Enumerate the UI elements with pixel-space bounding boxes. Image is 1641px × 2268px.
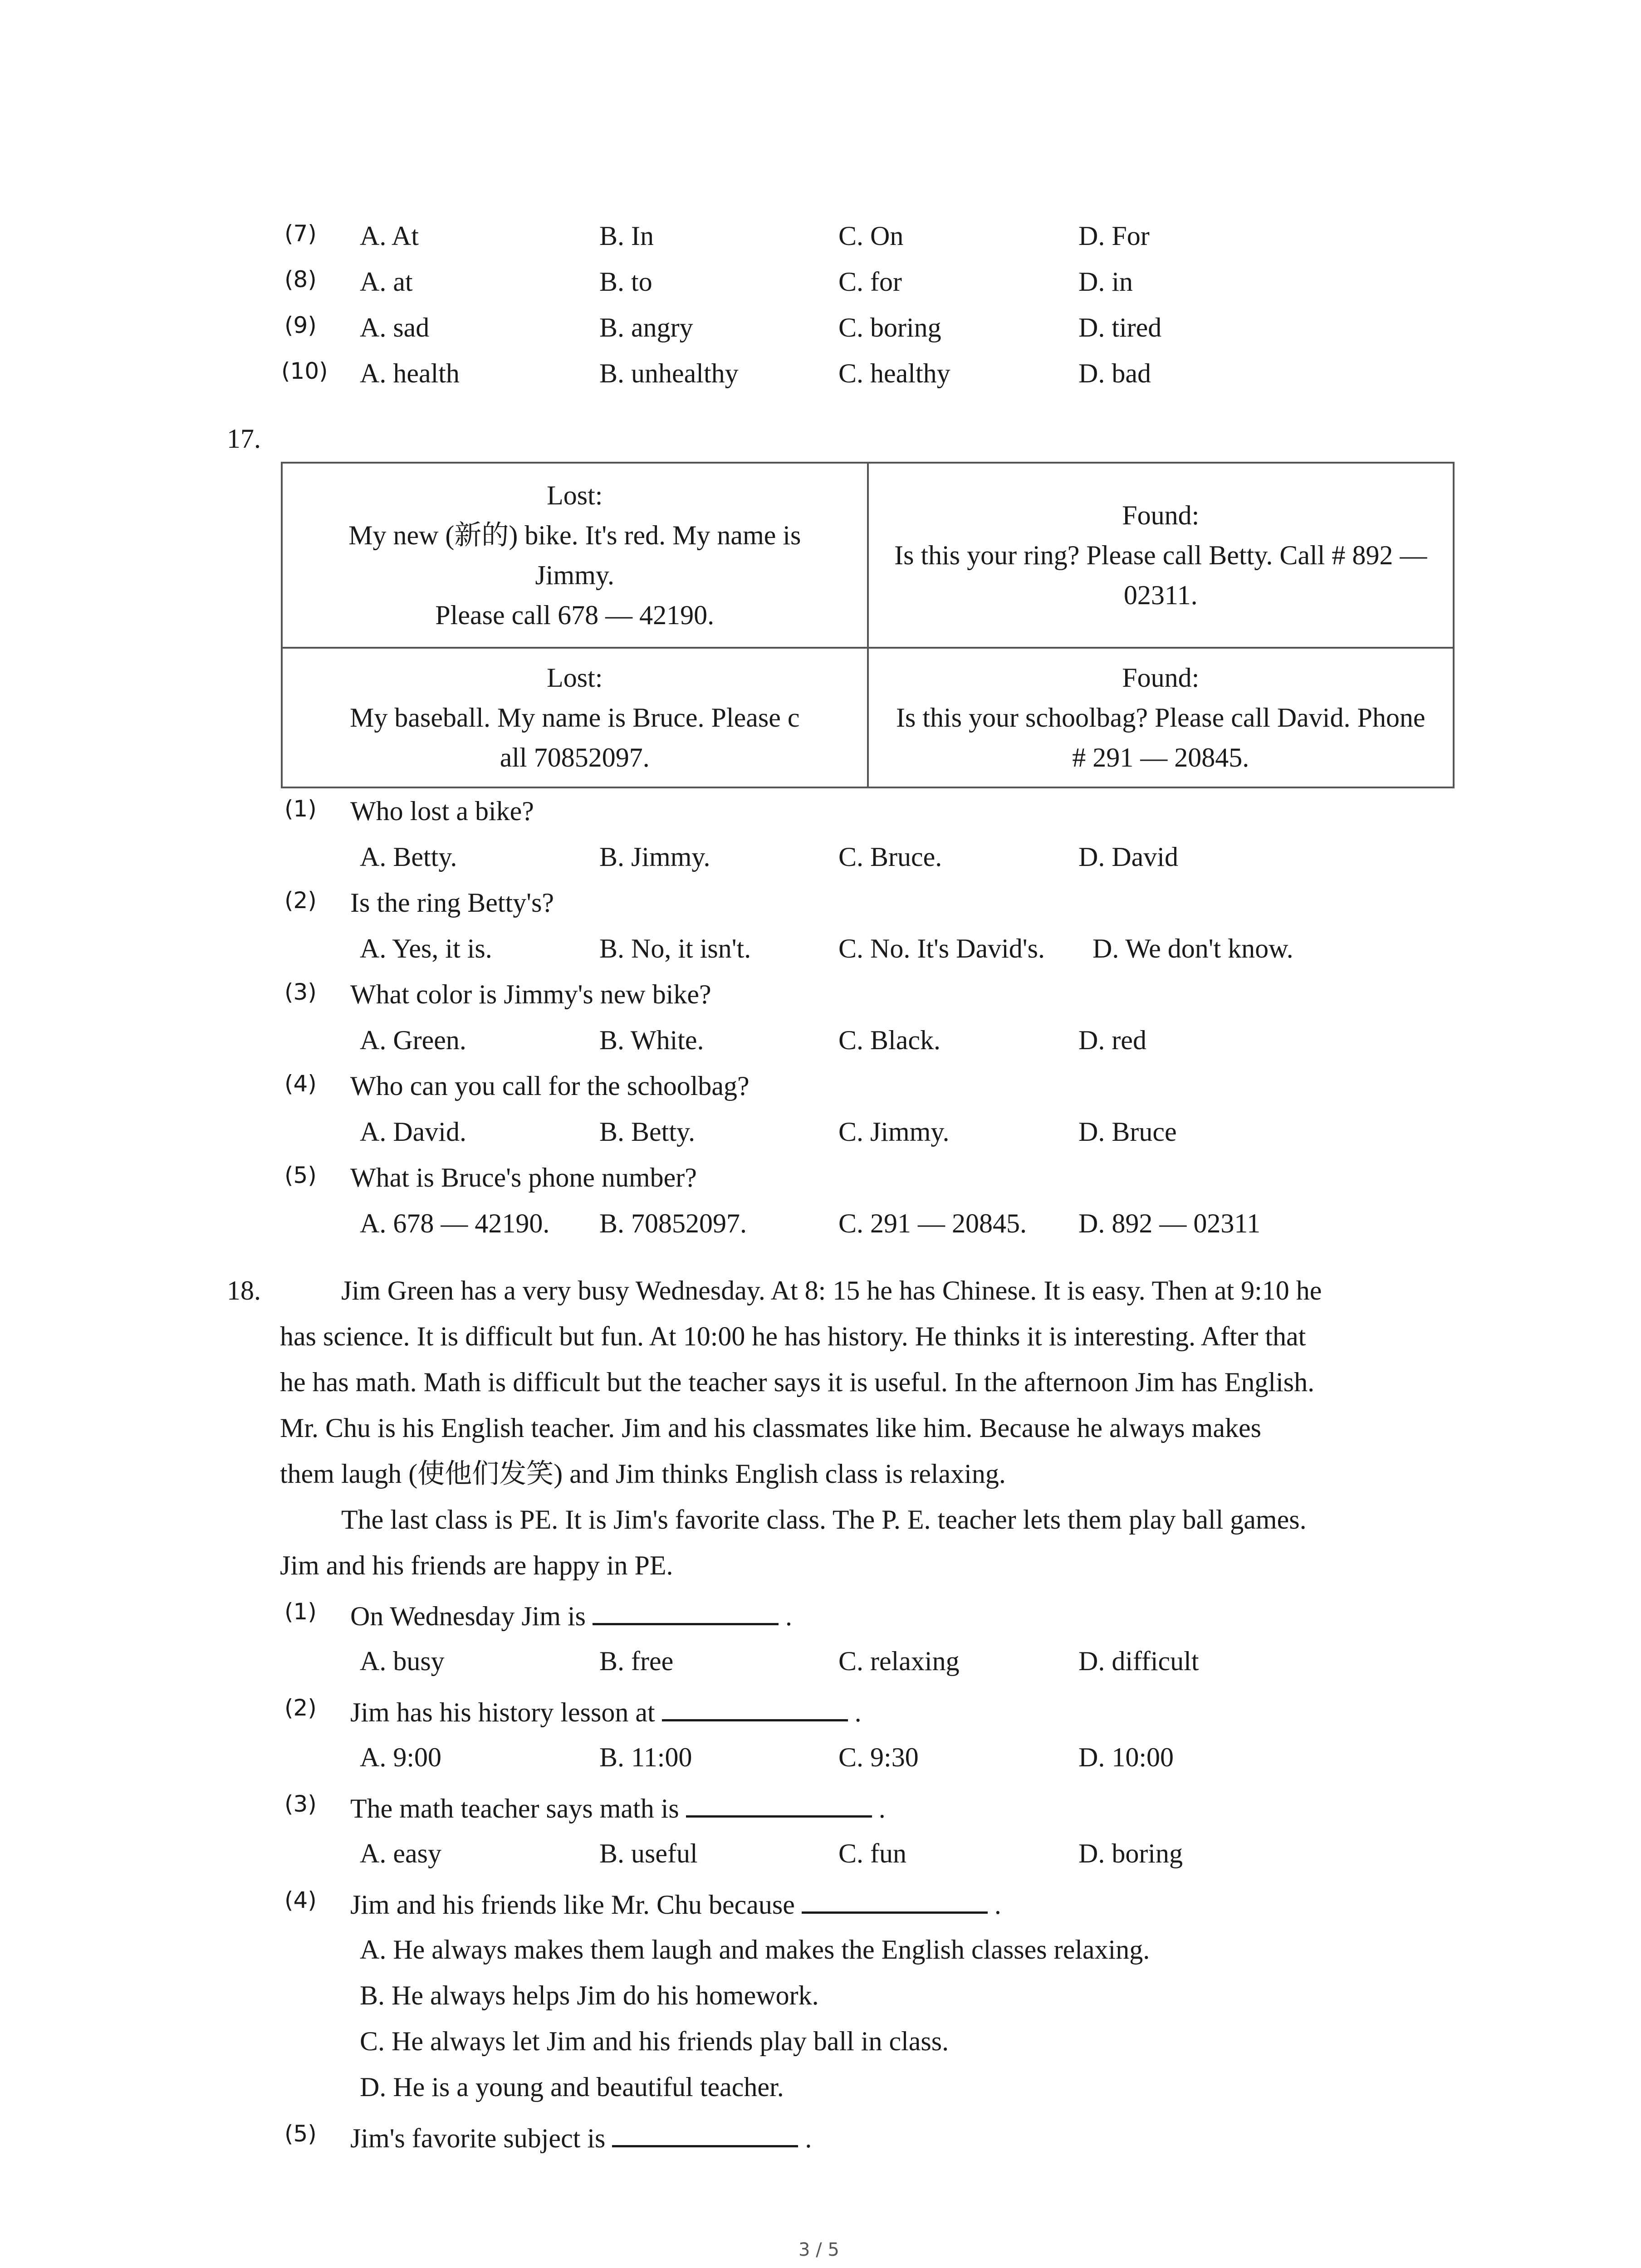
option-a: A. Green. bbox=[360, 1025, 466, 1055]
question-text: Is the ring Betty's? bbox=[350, 888, 554, 918]
notice-title: Found: bbox=[1122, 663, 1200, 693]
option-d: D. red bbox=[1078, 1025, 1146, 1055]
notice-line: # 291 — 20845. bbox=[1072, 743, 1249, 772]
question-text: Jim has his history lesson at . bbox=[350, 1697, 862, 1727]
option-a: A. Yes, it is. bbox=[360, 934, 492, 963]
passage-line: has science. It is difficult but fun. At 10:00 he has history. He thinks it is interesting. After that bbox=[280, 1321, 1306, 1351]
question-number: (3) bbox=[284, 979, 317, 1005]
notice-line: all 70852097. bbox=[500, 743, 650, 772]
answer-blank[interactable] bbox=[802, 1889, 988, 1914]
option-c: C. Jimmy. bbox=[838, 1117, 950, 1147]
notice-title: Found: bbox=[1122, 500, 1200, 530]
question-number: (9) bbox=[284, 312, 317, 338]
question-number: (4) bbox=[284, 1070, 317, 1097]
option-b: B. White. bbox=[599, 1025, 704, 1055]
option-b: B. useful bbox=[599, 1838, 698, 1868]
passage-line: Jim and his friends are happy in PE. bbox=[280, 1550, 673, 1580]
notice-line: Is this your schoolbag? Please call David. Phone bbox=[896, 703, 1425, 733]
answer-blank[interactable] bbox=[612, 2122, 798, 2147]
passage-line: them laugh (使他们发笑) and Jim thinks English class is relaxing. bbox=[280, 1459, 1006, 1489]
question-text: What is Bruce's phone number? bbox=[350, 1163, 697, 1193]
passage-line: he has math. Math is difficult but the teacher says it is useful. In the afternoon Jim has English. bbox=[280, 1367, 1315, 1397]
answer-blank[interactable] bbox=[686, 1793, 872, 1818]
option-d: D. David bbox=[1078, 842, 1178, 872]
notice-line: My baseball. My name is Bruce. Please c bbox=[350, 703, 800, 733]
question-number: (2) bbox=[284, 1695, 317, 1721]
option-a: A. easy bbox=[360, 1838, 441, 1868]
option-b: B. He always helps Jim do his homework. bbox=[360, 1980, 819, 2010]
question-text: Who lost a bike? bbox=[350, 796, 534, 826]
notice-line: My new (新的) bike. It's red. My name is bbox=[348, 520, 801, 550]
found-notice-schoolbag bbox=[868, 648, 1454, 787]
option-d: D. in bbox=[1078, 267, 1133, 297]
option-b: B. Jimmy. bbox=[599, 842, 710, 872]
question-number: (8) bbox=[284, 266, 317, 293]
option-a: A. At bbox=[360, 221, 419, 251]
option-c: C. He always let Jim and his friends play ball in class. bbox=[360, 2026, 949, 2056]
option-c: C. On bbox=[838, 221, 904, 251]
question-text: Jim's favorite subject is . bbox=[350, 2123, 812, 2153]
option-c: C. Bruce. bbox=[838, 842, 942, 872]
notice-line: Please call 678 — 42190. bbox=[435, 600, 715, 630]
option-c: C. fun bbox=[838, 1838, 906, 1868]
question-number: (2) bbox=[284, 887, 317, 914]
option-c: C. 291 — 20845. bbox=[838, 1208, 1027, 1238]
notice-line: Jimmy. bbox=[535, 560, 614, 590]
notice-line: Is this your ring? Please call Betty. Call # 892 — bbox=[894, 540, 1427, 570]
notice-title: Lost: bbox=[547, 663, 603, 693]
option-c: C. relaxing bbox=[838, 1646, 960, 1676]
question-number: (1) bbox=[284, 796, 317, 822]
question-text: On Wednesday Jim is . bbox=[350, 1601, 793, 1631]
option-d: D. difficult bbox=[1078, 1646, 1199, 1676]
option-c: C. 9:30 bbox=[838, 1742, 919, 1772]
passage-line: The last class is PE. It is Jim's favorite class. The P. E. teacher lets them play ball games. bbox=[341, 1505, 1307, 1535]
answer-blank[interactable] bbox=[662, 1696, 848, 1721]
lost-notice-baseball bbox=[282, 648, 868, 787]
option-d: D. For bbox=[1078, 221, 1150, 251]
question-number: (5) bbox=[284, 1162, 317, 1188]
option-b: B. Betty. bbox=[599, 1117, 696, 1147]
question-text: Jim and his friends like Mr. Chu because . bbox=[350, 1890, 1001, 1920]
option-d: D. boring bbox=[1078, 1838, 1183, 1868]
option-c: C. boring bbox=[838, 313, 941, 342]
option-d: D. 10:00 bbox=[1078, 1742, 1174, 1772]
question-text: Who can you call for the schoolbag? bbox=[350, 1071, 749, 1101]
option-b: B. 70852097. bbox=[599, 1208, 747, 1238]
option-a: A. 9:00 bbox=[360, 1742, 441, 1772]
option-a: A. 678 — 42190. bbox=[360, 1208, 550, 1238]
option-d: D. Bruce bbox=[1078, 1117, 1177, 1147]
option-b: B. 11:00 bbox=[599, 1742, 692, 1772]
question-number: (4) bbox=[284, 1887, 317, 1913]
question-18-number: 18. bbox=[227, 1276, 261, 1305]
option-c: C. No. It's David's. bbox=[838, 934, 1045, 963]
question-17-number: 17. bbox=[227, 424, 261, 454]
notice-title: Lost: bbox=[547, 480, 603, 510]
option-a: A. He always makes them laugh and makes the English classes relaxing. bbox=[360, 1935, 1150, 1965]
page-number: 3 / 5 bbox=[798, 2239, 839, 2260]
option-a: A. health bbox=[360, 358, 460, 388]
option-a: A. busy bbox=[360, 1646, 445, 1676]
question-text: The math teacher says math is . bbox=[350, 1794, 886, 1823]
option-a: A. David. bbox=[360, 1117, 466, 1147]
option-b: B. No, it isn't. bbox=[599, 934, 751, 963]
option-d: D. tired bbox=[1078, 313, 1162, 342]
option-c: C. for bbox=[838, 267, 902, 297]
option-a: A. sad bbox=[360, 313, 430, 342]
question-number: (3) bbox=[284, 1791, 317, 1817]
option-b: B. In bbox=[599, 221, 654, 251]
lost-found-table bbox=[281, 462, 1455, 788]
option-a: A. Betty. bbox=[360, 842, 457, 872]
passage-line: Jim Green has a very busy Wednesday. At 8: 15 he has Chinese. It is easy. Then at 9:10 he bbox=[341, 1276, 1322, 1305]
notice-line: 02311. bbox=[1123, 580, 1198, 610]
lost-notice-bike bbox=[282, 463, 868, 648]
option-b: B. free bbox=[599, 1646, 674, 1676]
option-c: C. Black. bbox=[838, 1025, 941, 1055]
option-b: B. angry bbox=[599, 313, 693, 342]
found-notice-ring bbox=[868, 463, 1454, 648]
passage-line: Mr. Chu is his English teacher. Jim and his classmates like him. Because he always makes bbox=[280, 1413, 1261, 1443]
option-b: B. unhealthy bbox=[599, 358, 739, 388]
question-number: (5) bbox=[284, 2121, 317, 2147]
option-d: D. 892 — 02311 bbox=[1078, 1208, 1261, 1238]
option-a: A. at bbox=[360, 267, 413, 297]
question-number: (10) bbox=[281, 358, 328, 384]
question-number: (7) bbox=[284, 220, 317, 247]
option-b: B. to bbox=[599, 267, 652, 297]
question-number: (1) bbox=[284, 1598, 317, 1625]
option-c: C. healthy bbox=[838, 358, 950, 388]
option-d: D. bad bbox=[1078, 358, 1151, 388]
option-d: D. We don't know. bbox=[1092, 934, 1293, 963]
answer-blank[interactable] bbox=[593, 1600, 779, 1625]
option-d: D. He is a young and beautiful teacher. bbox=[360, 2072, 784, 2102]
question-text: What color is Jimmy's new bike? bbox=[350, 979, 711, 1009]
